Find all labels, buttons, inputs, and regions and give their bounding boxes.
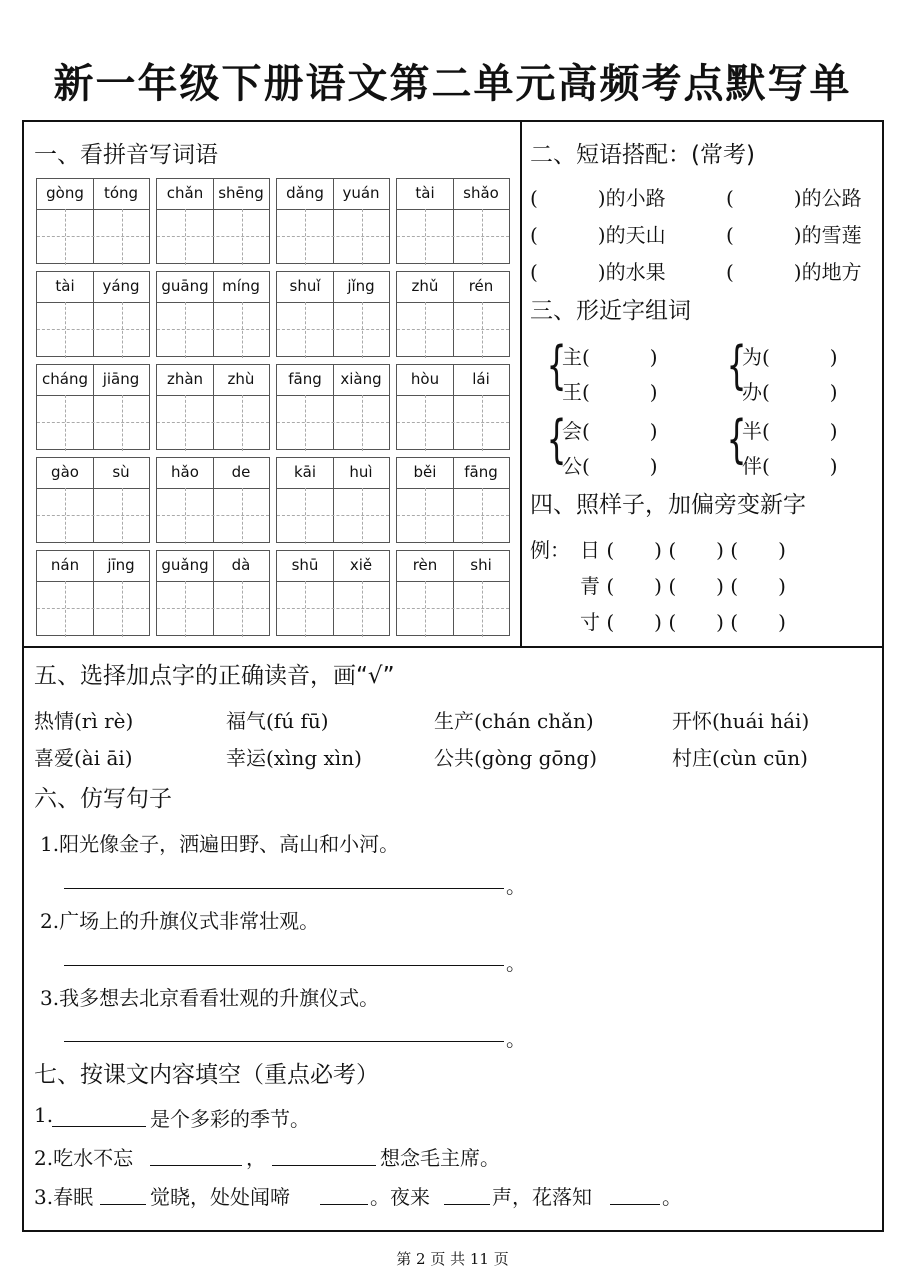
s2-item: ( )的小路 [530, 186, 666, 210]
s7-text: 。 [662, 1185, 682, 1209]
grid-guide-line [93, 179, 94, 263]
grid-guide-line [37, 329, 149, 330]
s3-item: 公( ) [562, 454, 658, 478]
grid-guide-line [157, 608, 269, 609]
pinyin-cell[interactable] [36, 178, 150, 264]
pinyin-syllable: shǎo [463, 184, 499, 202]
pinyin-syllable: yáng [102, 277, 140, 295]
grid-guide-line [482, 209, 483, 265]
pinyin-syllable: jiāng [102, 370, 140, 388]
grid-guide-line [482, 395, 483, 451]
grid-guide-line [122, 209, 123, 265]
grid-guide-line [397, 608, 509, 609]
pinyin-cell[interactable] [156, 364, 270, 450]
answer-line[interactable] [64, 888, 504, 889]
pinyin-cell[interactable] [396, 550, 510, 636]
s5-item: 开怀(huái hái) [672, 709, 810, 733]
pinyin-syllable: míng [222, 277, 260, 295]
s2-heading: 二、短语搭配：(常考) [530, 142, 755, 168]
grid-guide-line [65, 209, 66, 265]
grid-guide-line [213, 458, 214, 542]
grid-guide-line [122, 581, 123, 637]
grid-guide-line [305, 488, 306, 544]
brace-symbol: { [546, 336, 567, 396]
pinyin-syllable: zhàn [166, 370, 204, 388]
blank-line[interactable] [320, 1204, 368, 1205]
pinyin-syllable: shuǐ [289, 277, 321, 295]
grid-guide-line [397, 422, 509, 423]
s5-item: 村庄(cùn cūn) [672, 746, 808, 770]
pinyin-cell[interactable] [36, 457, 150, 543]
page-title: 新一年级下册语文第二单元高频考点默写单 [53, 61, 852, 107]
pinyin-syllable: jǐng [347, 277, 375, 295]
grid-guide-line [333, 179, 334, 263]
blank-line[interactable] [100, 1204, 146, 1205]
pinyin-syllable: rén [468, 277, 494, 295]
pinyin-syllable: xiě [349, 556, 373, 574]
pinyin-cell[interactable] [396, 271, 510, 357]
s7-heading: 七、按课文内容填空（重点必考） [34, 1062, 379, 1088]
pinyin-syllable: tài [415, 184, 435, 202]
grid-guide-line [185, 395, 186, 451]
grid-guide-line [157, 329, 269, 330]
pinyin-syllable: gào [51, 463, 79, 481]
grid-guide-line [453, 458, 454, 542]
blank-line[interactable] [610, 1204, 660, 1205]
s6-end-mark: 。 [506, 951, 526, 975]
grid-guide-line [93, 551, 94, 635]
s1-heading: 一、看拼音写词语 [34, 142, 218, 168]
grid-guide-line [65, 581, 66, 637]
s3-item: 半( ) [742, 419, 838, 443]
pinyin-cell[interactable] [276, 457, 390, 543]
pinyin-syllable: shēng [218, 184, 264, 202]
s3-item: 办( ) [742, 380, 838, 404]
answer-line[interactable] [64, 1041, 504, 1042]
grid-guide-line [93, 458, 94, 542]
s6-sentence: 3.我多想去北京看看壮观的升旗仪式。 [40, 986, 380, 1010]
s7-text: 想念毛主席。 [380, 1146, 500, 1170]
s5-item: 喜爱(ài āi) [34, 746, 133, 770]
grid-guide-line [242, 488, 243, 544]
blank-line[interactable] [444, 1204, 490, 1205]
grid-guide-line [93, 272, 94, 356]
s2-item: ( )的水果 [530, 260, 666, 284]
pinyin-cell[interactable] [36, 271, 150, 357]
grid-guide-line [482, 488, 483, 544]
s6-heading: 六、仿写句子 [34, 786, 172, 812]
s7-text: 1. [34, 1103, 54, 1127]
grid-guide-line [213, 365, 214, 449]
s2-item: ( )的地方 [726, 260, 862, 284]
grid-guide-line [305, 581, 306, 637]
pinyin-syllable: xiàng [340, 370, 382, 388]
grid-guide-line [65, 395, 66, 451]
s6-sentence: 1.阳光像金子，洒遍田野、高山和小河。 [40, 832, 400, 856]
s6-sentence: 2.广场上的升旗仪式非常壮观。 [40, 909, 320, 933]
grid-guide-line [397, 236, 509, 237]
s7-text: 觉晓，处处闻啼 [150, 1185, 290, 1209]
s4-example-label: 例： [530, 538, 570, 562]
grid-guide-line [185, 209, 186, 265]
s4-row: 寸 ( ) ( ) ( ) [580, 610, 786, 634]
s6-end-mark: 。 [506, 1027, 526, 1051]
pinyin-syllable: dà [231, 556, 251, 574]
pinyin-cell[interactable] [396, 457, 510, 543]
pinyin-syllable: tóng [103, 184, 139, 202]
grid-guide-line [157, 236, 269, 237]
answer-line[interactable] [64, 965, 504, 966]
grid-guide-line [122, 302, 123, 358]
grid-guide-line [453, 179, 454, 263]
pinyin-syllable: shi [470, 556, 492, 574]
s2-item: ( )的天山 [530, 223, 666, 247]
grid-guide-line [453, 272, 454, 356]
pinyin-syllable: jīng [107, 556, 135, 574]
grid-guide-line [362, 581, 363, 637]
s3-item: 王( ) [562, 380, 658, 404]
pinyin-syllable: lái [472, 370, 490, 388]
grid-guide-line [482, 302, 483, 358]
grid-guide-line [122, 488, 123, 544]
pinyin-syllable: cháng [42, 370, 88, 388]
pinyin-syllable: de [231, 463, 251, 481]
s3-item: 为( ) [742, 345, 838, 369]
pinyin-cell[interactable] [156, 178, 270, 264]
pinyin-syllable: nán [50, 556, 80, 574]
pinyin-syllable: chǎn [166, 184, 204, 202]
pinyin-syllable: shū [291, 556, 319, 574]
pinyin-syllable: zhù [227, 370, 255, 388]
grid-guide-line [362, 395, 363, 451]
grid-guide-line [277, 422, 389, 423]
grid-guide-line [242, 395, 243, 451]
s7-text: ， [246, 1146, 266, 1170]
pinyin-syllable: tài [55, 277, 75, 295]
pinyin-cell[interactable] [276, 178, 390, 264]
pinyin-cell[interactable] [36, 550, 150, 636]
grid-guide-line [277, 608, 389, 609]
s7-text: 3.春眠 [34, 1185, 94, 1209]
pinyin-cell[interactable] [156, 271, 270, 357]
grid-guide-line [213, 551, 214, 635]
grid-guide-line [425, 302, 426, 358]
pinyin-syllable: gòng [46, 184, 84, 202]
pinyin-cell[interactable] [396, 178, 510, 264]
page-footer: 第 2 页 共 11 页 [396, 1250, 509, 1268]
grid-guide-line [425, 488, 426, 544]
grid-guide-line [157, 515, 269, 516]
grid-guide-line [305, 302, 306, 358]
grid-guide-line [425, 209, 426, 265]
s7-text: 是个多彩的季节。 [150, 1107, 310, 1131]
pinyin-syllable: sù [112, 463, 130, 481]
grid-guide-line [362, 488, 363, 544]
s4-row: 青 ( ) ( ) ( ) [580, 574, 786, 598]
grid-guide-line [482, 581, 483, 637]
s5-item: 福气(fú fū) [226, 709, 329, 733]
pinyin-syllable: běi [413, 463, 437, 481]
section-divider [22, 646, 884, 648]
grid-guide-line [277, 329, 389, 330]
brace-symbol: { [546, 410, 567, 470]
brace-symbol: { [726, 336, 747, 396]
blank-line[interactable] [272, 1165, 376, 1166]
s5-item: 热情(rì rè) [34, 709, 134, 733]
grid-guide-line [185, 581, 186, 637]
pinyin-syllable: fāng [464, 463, 498, 481]
grid-guide-line [37, 422, 149, 423]
s2-item: ( )的公路 [726, 186, 862, 210]
s4-heading: 四、照样子，加偏旁变新字 [530, 492, 806, 518]
pinyin-syllable: huì [349, 463, 373, 481]
pinyin-cell[interactable] [276, 364, 390, 450]
grid-guide-line [333, 458, 334, 542]
grid-guide-line [65, 302, 66, 358]
grid-guide-line [185, 488, 186, 544]
grid-guide-line [242, 581, 243, 637]
grid-guide-line [305, 209, 306, 265]
grid-guide-line [453, 365, 454, 449]
grid-guide-line [425, 395, 426, 451]
grid-guide-line [122, 395, 123, 451]
pinyin-syllable: hòu [410, 370, 440, 388]
grid-guide-line [397, 515, 509, 516]
grid-guide-line [362, 302, 363, 358]
grid-guide-line [37, 515, 149, 516]
s7-text: 2.吃水不忘 [34, 1146, 134, 1170]
grid-guide-line [305, 395, 306, 451]
grid-guide-line [185, 302, 186, 358]
grid-guide-line [333, 272, 334, 356]
s3-item: 主( ) [562, 345, 658, 369]
grid-guide-line [37, 608, 149, 609]
pinyin-cell[interactable] [156, 550, 270, 636]
grid-guide-line [277, 236, 389, 237]
blank-line[interactable] [150, 1165, 242, 1166]
pinyin-syllable: hǎo [171, 463, 199, 481]
s7-text: 声，花落知 [492, 1185, 592, 1209]
pinyin-syllable: zhǔ [411, 277, 439, 295]
grid-guide-line [242, 302, 243, 358]
grid-guide-line [37, 236, 149, 237]
pinyin-cell[interactable] [276, 550, 390, 636]
grid-guide-line [333, 365, 334, 449]
s5-heading: 五、选择加点字的正确读音，画“√” [34, 663, 395, 689]
s5-item: 生产(chán chǎn) [434, 709, 594, 733]
grid-guide-line [277, 515, 389, 516]
s3-item: 会( ) [562, 419, 658, 443]
s3-item: 伴( ) [742, 454, 838, 478]
pinyin-cell[interactable] [276, 271, 390, 357]
grid-guide-line [362, 209, 363, 265]
s4-row: 日 ( ) ( ) ( ) [580, 538, 786, 562]
pinyin-cell[interactable] [156, 457, 270, 543]
grid-guide-line [213, 272, 214, 356]
pinyin-syllable: guǎng [161, 556, 209, 574]
grid-guide-line [213, 179, 214, 263]
pinyin-syllable: fāng [288, 370, 322, 388]
grid-guide-line [397, 329, 509, 330]
s2-item: ( )的雪莲 [726, 223, 862, 247]
grid-guide-line [242, 209, 243, 265]
grid-guide-line [425, 581, 426, 637]
grid-guide-line [65, 488, 66, 544]
grid-guide-line [93, 365, 94, 449]
s5-item: 公共(gòng gōng) [434, 746, 598, 770]
s6-end-mark: 。 [506, 874, 526, 898]
grid-guide-line [157, 422, 269, 423]
s5-item: 幸运(xìng xìn) [226, 746, 362, 770]
grid-guide-line [453, 551, 454, 635]
blank-line[interactable] [52, 1126, 146, 1127]
pinyin-syllable: dǎng [286, 184, 324, 202]
brace-symbol: { [726, 410, 747, 470]
pinyin-cell[interactable] [396, 364, 510, 450]
pinyin-syllable: rèn [412, 556, 438, 574]
s3-heading: 三、形近字组词 [530, 298, 691, 324]
pinyin-syllable: yuán [342, 184, 380, 202]
pinyin-syllable: kāi [293, 463, 317, 481]
column-divider [520, 120, 522, 648]
pinyin-syllable: guāng [161, 277, 209, 295]
grid-guide-line [333, 551, 334, 635]
pinyin-cell[interactable] [36, 364, 150, 450]
s7-text: 。夜来 [370, 1185, 430, 1209]
